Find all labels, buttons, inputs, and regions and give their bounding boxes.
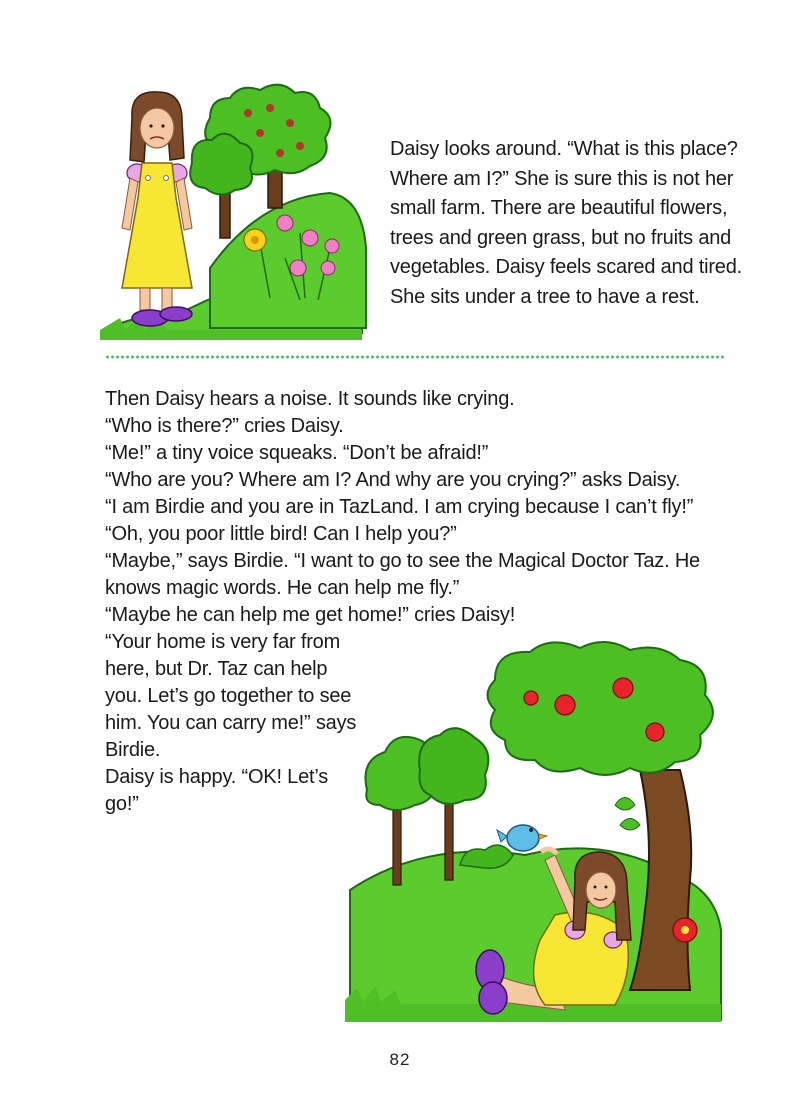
dialogue-line: here, but Dr. Taz can help: [105, 658, 328, 680]
intro-paragraph: [390, 135, 750, 312]
intro-line: Where am I?” She is sure this is not her: [390, 167, 734, 190]
dialogue-line: “I am Birdie and you are in TazLand. I am crying because I can’t fly!”: [105, 496, 694, 518]
daisy-and-birdie-illustration: [345, 640, 723, 1022]
dialogue-line: “Oh, you poor little bird! Can I help you?”: [105, 523, 457, 545]
dialogue-line: “Maybe he can help me get home!” cries Daisy!: [105, 604, 516, 626]
intro-line: small farm. There are beautiful flowers,: [390, 197, 728, 219]
dialogue-line: him. You can carry me!” says: [105, 712, 357, 734]
dialogue-line: “Me!” a tiny voice squeaks. “Don’t be afraid!”: [105, 442, 489, 464]
page-number: 82: [389, 1050, 411, 1069]
dialogue-line: “Who is there?” cries Daisy.: [105, 415, 344, 437]
dialogue-line: knows magic words. He can help me fly.”: [105, 577, 460, 599]
intro-line: trees and green grass, but no fruits and: [390, 226, 732, 249]
dialogue-line: “Your home is very far from: [105, 631, 341, 653]
intro-line: She sits under a tree to have a rest.: [390, 285, 700, 308]
daisy-standing-illustration: [100, 78, 368, 340]
dialogue-line: Birdie.: [105, 739, 161, 761]
dialogue-line: go!”: [105, 793, 139, 815]
intro-line: Daisy looks around. “What is this place?: [390, 138, 738, 160]
dialogue-line: “Maybe,” says Birdie. “I want to go to see the Magical Doctor Taz. He: [105, 550, 700, 572]
intro-line: vegetables. Daisy feels scared and tired.: [390, 256, 742, 278]
dotted-divider: [105, 355, 725, 359]
dialogue-line: “Who are you? Where am I? And why are you crying?” asks Daisy.: [105, 469, 681, 491]
dialogue-line: you. Let’s go together to see: [105, 685, 352, 707]
dialogue-line: Then Daisy hears a noise. It sounds like crying.: [105, 388, 515, 410]
dialogue-line: Daisy is happy. “OK! Let’s: [105, 766, 329, 788]
